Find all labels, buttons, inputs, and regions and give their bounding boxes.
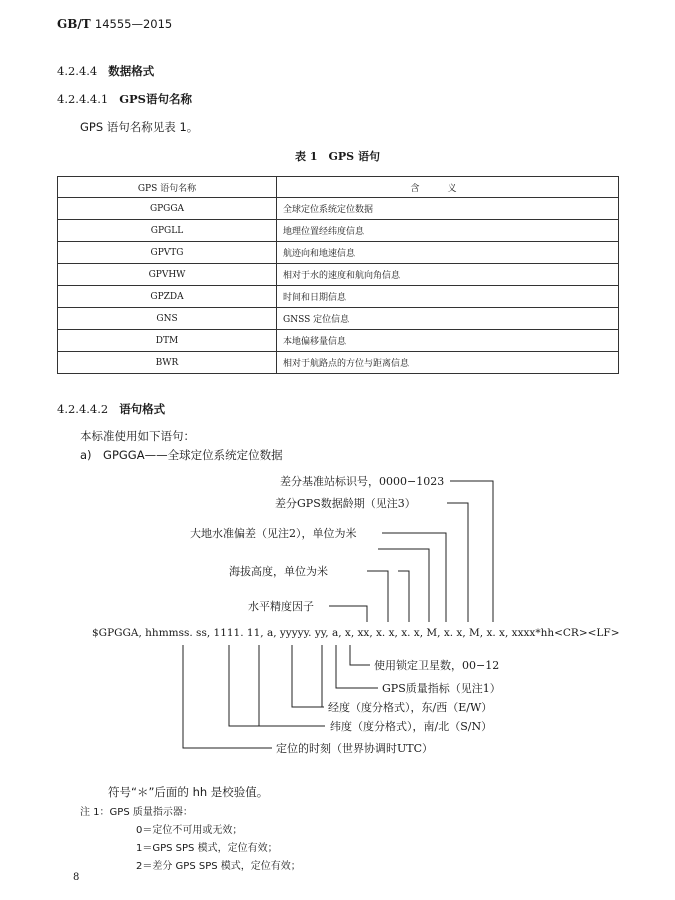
standard-code: GB/T [57, 17, 91, 31]
label-satellites: 使用锁定卫星数，00−12 [374, 659, 500, 672]
note-line: 2＝差分 GPS SPS 模式，定位有效； [136, 861, 301, 872]
leader-satellites [350, 645, 370, 665]
label-altitude: 海拔高度，单位为米 [229, 565, 328, 578]
table-row: BWR 相对于航路点的方位与距离信息 [58, 352, 619, 374]
checksum-text: 符号“＊”后面的 hh 是校验值。 [108, 785, 269, 799]
header-meaning: 含义 [277, 177, 619, 198]
leader-longitude [292, 645, 324, 707]
leader-altitude [367, 571, 388, 622]
label-quality: GPS质量指标（见注1） [382, 682, 501, 695]
label-utc: 定位的时刻（世界协调时UTC） [276, 742, 434, 755]
label-station-id: 差分基准站标识号，0000−1023 [280, 475, 445, 488]
usage-text: 本标准使用如下语句： [80, 429, 195, 443]
leader-geoid [382, 533, 446, 622]
running-header [57, 17, 172, 31]
table-row: GPVTG 航迹向和地速信息 [58, 242, 619, 264]
table-row: GPVHW 相对于水的速度和航向角信息 [58, 264, 619, 286]
table-header-row [58, 177, 619, 198]
leader-quality [336, 645, 378, 688]
section-4-2-4-4-2: 4.2.4.4.2 语句格式 [57, 402, 166, 416]
label-longitude: 经度（度分格式），东/西（E/W） [328, 701, 493, 714]
header-name: GPS 语句名称 [58, 177, 277, 198]
label-hdop: 水平精度因子 [248, 600, 314, 613]
table-row: GPGGA 全球定位系统定位数据 [58, 198, 619, 220]
note-line: 1＝GPS SPS 模式，定位有效； [136, 843, 278, 854]
intro-text: GPS 语句名称见表 1。 [80, 120, 199, 134]
section-4-2-4-4-1: 4.2.4.4.1 GPS语句名称 [57, 92, 192, 106]
section-4-2-4-4: 4.2.4.4 数据格式 [57, 64, 155, 78]
leader-dgps-age [447, 503, 468, 622]
note-line: 0＝定位不可用或无效； [136, 825, 243, 836]
leader-station-id [450, 481, 493, 622]
leader-geoid-unit [378, 549, 429, 622]
leader-hdop [329, 606, 367, 622]
label-latitude: 纬度（度分格式），南/北（S/N） [330, 720, 493, 733]
gpgga-format-string: $GPGGA, hhmmss. ss, 1111. 11, a, yyyyy. yy, a, x, xx, x. x, x. x, M, x. x, M, x. x, xxxx*hh<CR><LF> [92, 627, 620, 639]
item-a: a) GPGGA——全球定位系统定位数据 [80, 448, 283, 462]
leader-latitude [229, 645, 325, 726]
label-geoid: 大地水准偏差（见注2），单位为米 [190, 527, 357, 540]
note-title: 注 1：GPS 质量指示器： [80, 807, 193, 818]
table-caption: 表 1 GPS 语句 [295, 150, 380, 163]
gps-sentence-table [57, 176, 619, 374]
standard-number: 14555—2015 [94, 17, 173, 31]
table-row: DTM 本地偏移量信息 [58, 330, 619, 352]
table-row: GPGLL 地理位置经纬度信息 [58, 220, 619, 242]
table-row: GNS GNSS 定位信息 [58, 308, 619, 330]
leader-altitude-unit [398, 571, 409, 622]
table-row: GPZDA 时间和日期信息 [58, 286, 619, 308]
label-dgps-age: 差分GPS数据龄期（见注3） [275, 497, 416, 510]
page-number: 8 [73, 872, 80, 883]
